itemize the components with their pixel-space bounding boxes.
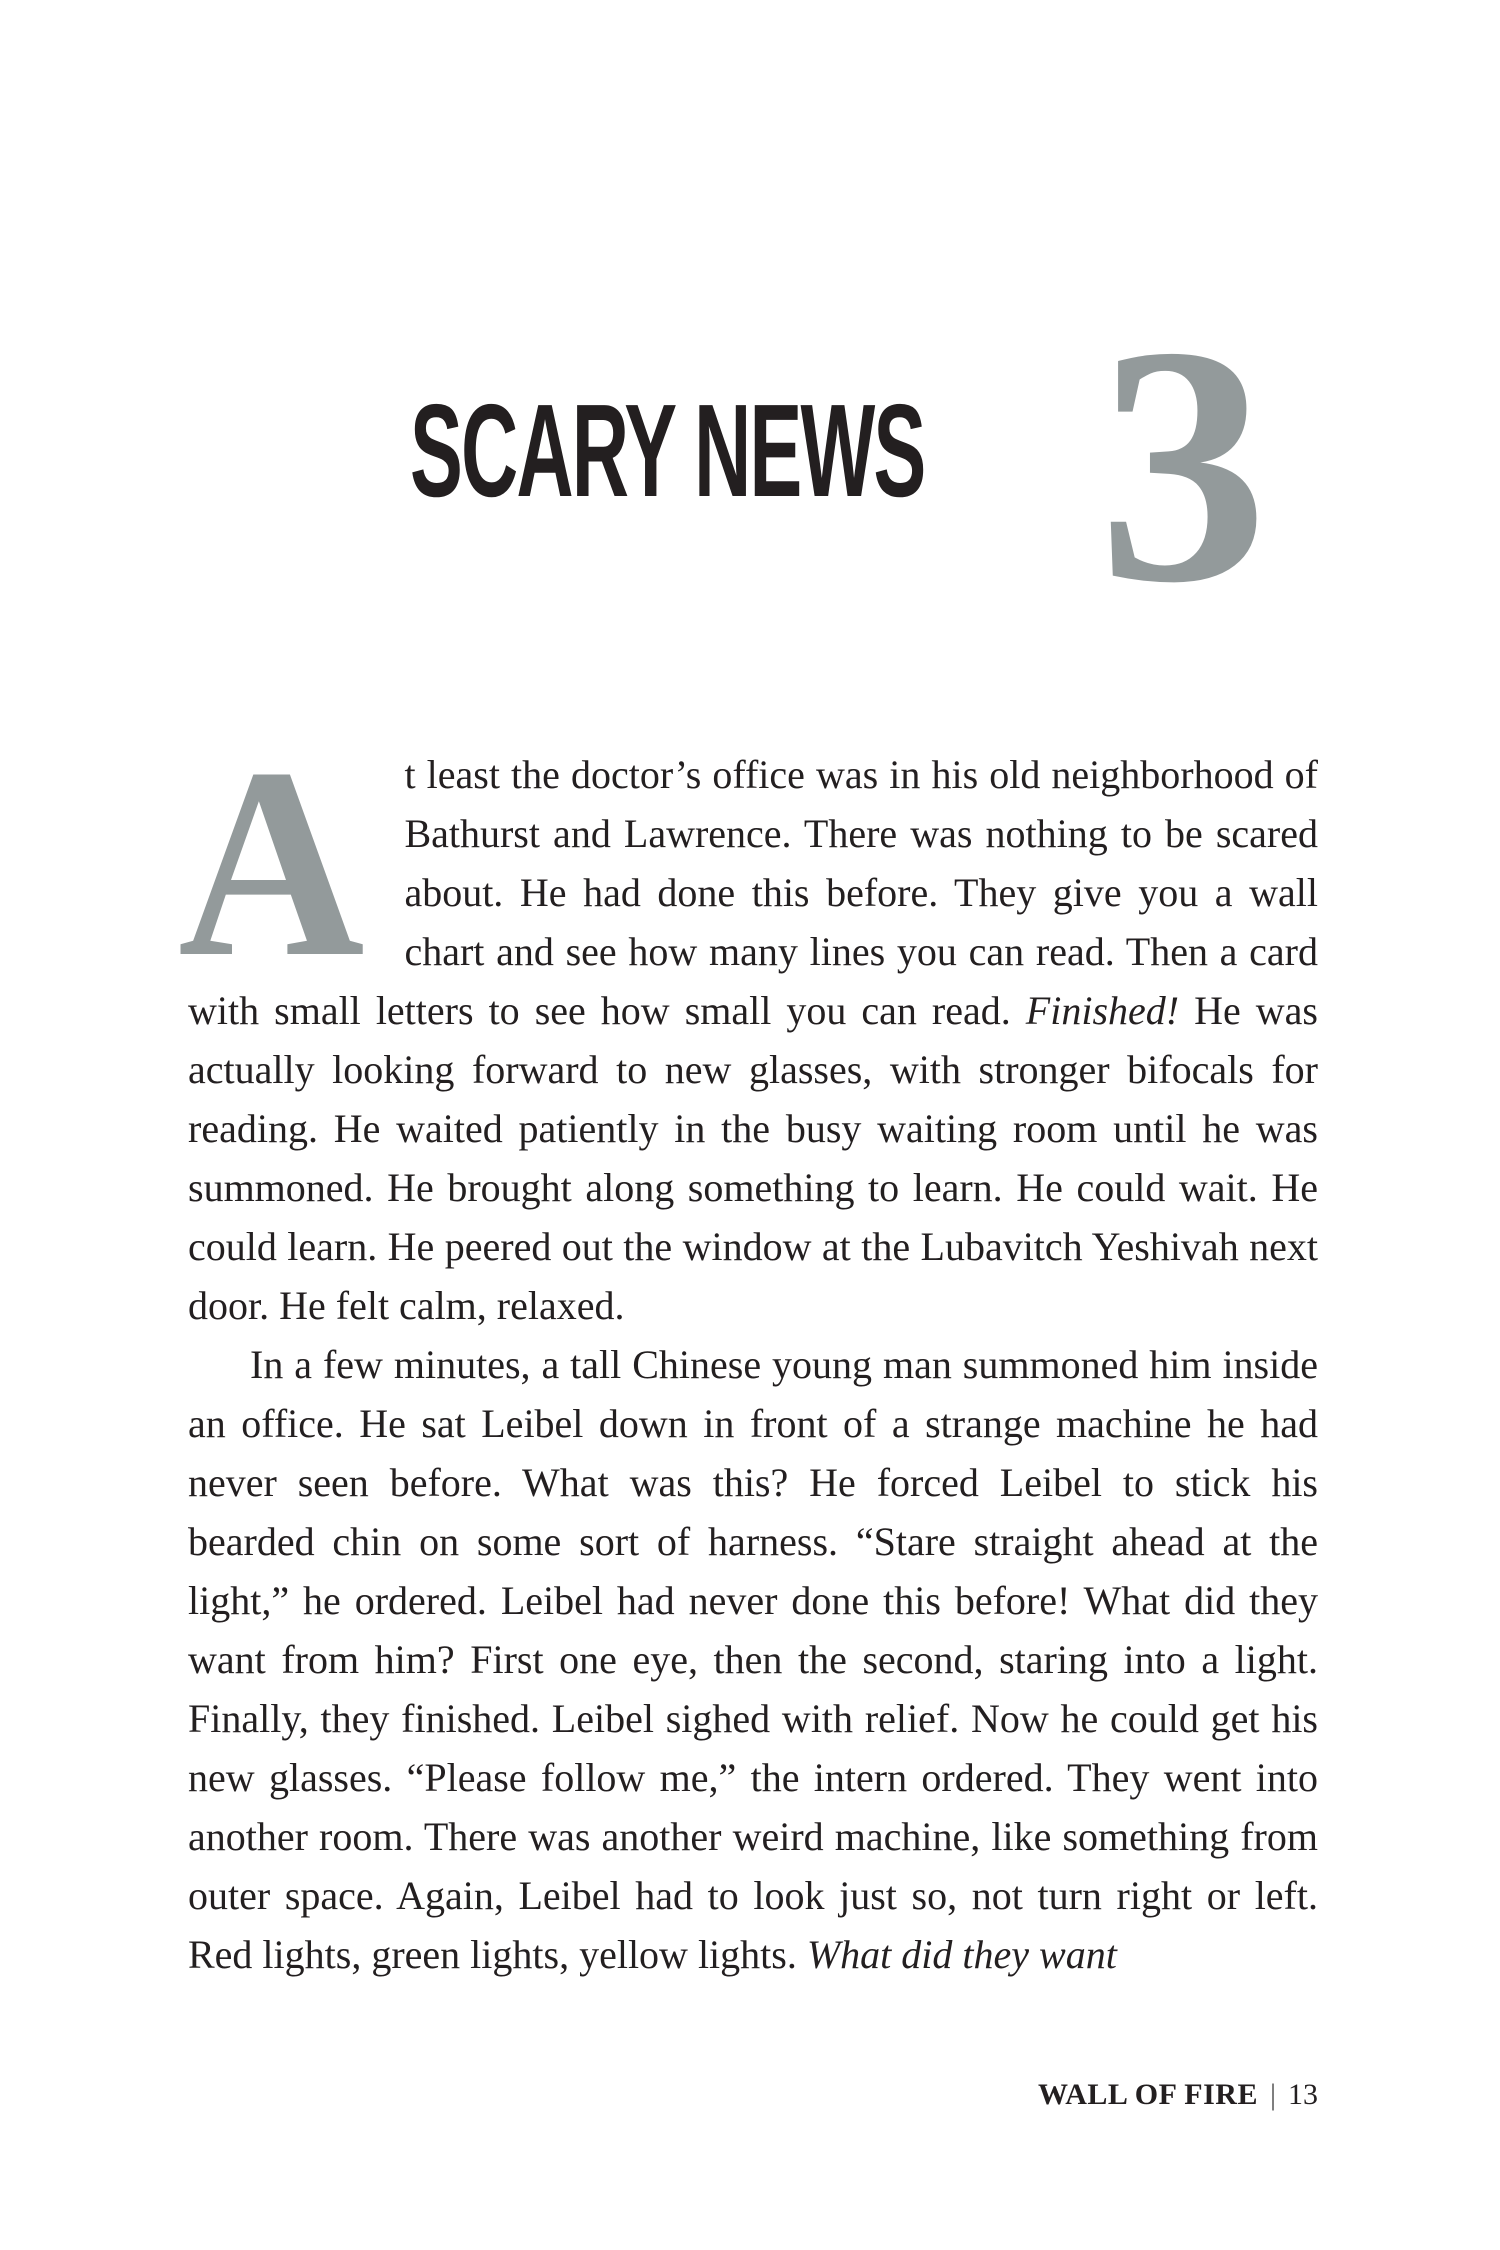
paragraph-1-text-start: t least the doctor’s office was in his old neighborhood of Bathurst and Lawrence. There was nothing to be scared about. He had done this before. They give you a wall chart and see how many lines you can read. Then a card with small letters to see how small you can read. [188, 752, 1318, 1033]
footer-book-title: WALL OF FIRE [1038, 2078, 1258, 2111]
chapter-title: SCARY NEWS [410, 377, 925, 524]
drop-cap: A [178, 712, 365, 1013]
chapter-body [178, 712, 1318, 1984]
paragraph-1 [178, 712, 1318, 1335]
paragraph-2-text: In a few minutes, a tall Chinese young man summoned him inside an office. He sat Leibel down in front of a strange machine he had never seen before. What was this? He forced Leibel to stick his bearded chin on some sort of harness. “Stare straight ahead at the light,” he ordered. Leibel had never done this before! What did they want from him? First one eye, then the second, staring into a light. Finally, they finished. Leibel sighed with relief. Now he could get his new glasses. “Please follow me,” the intern ordered. They went into another room. There was another weird machine, like something from outer space. Again, Leibel had to look just so, not turn right or left. Red lights, green lights, yellow lights. [188, 1342, 1318, 1977]
page-number: 13 [1288, 2078, 1318, 2111]
chapter-number: 3 [1098, 276, 1268, 653]
paragraph-1-emphasis: Finished! [1025, 988, 1180, 1033]
paragraph-1-text-end: He was actually looking forward to new glasses, with stronger bifocals for reading. He waited patiently in the busy waiting room until he was summoned. He brought along something to learn. He could wait. He could learn. He peered out the window at the Lubavitch Yeshivah next door. He felt calm, relaxed. [188, 988, 1318, 1328]
paragraph-2 [188, 1335, 1318, 1984]
running-footer [1038, 2077, 1318, 2113]
paragraph-2-emphasis: What did they want [806, 1932, 1117, 1977]
footer-separator: | [1269, 2078, 1276, 2111]
